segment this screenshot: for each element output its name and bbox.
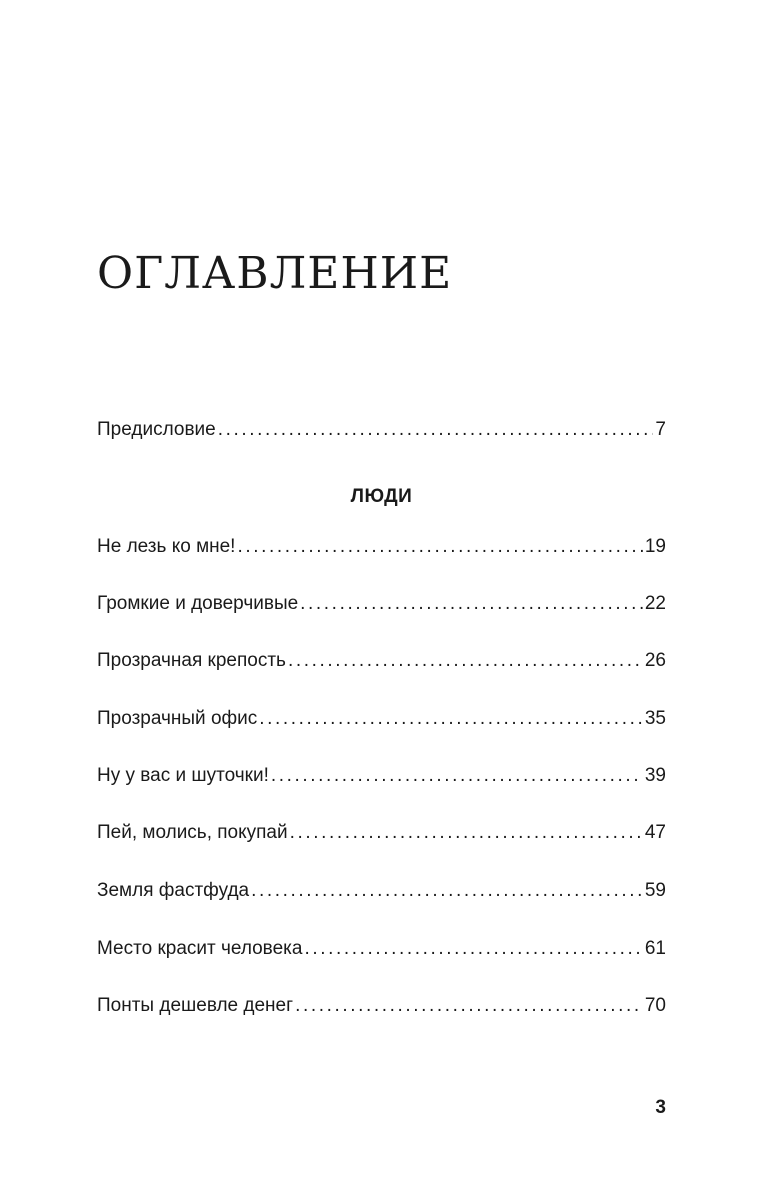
toc-leader-dots (271, 764, 643, 788)
toc-entry (97, 649, 666, 673)
toc-leader-dots (304, 937, 642, 961)
toc-entry-label: Не лезь ко мне! (97, 536, 236, 557)
toc-entry-label: Ну у вас и шуточки! (97, 765, 269, 786)
toc-leader-dots (251, 879, 643, 903)
toc-entry-page: 47 (644, 822, 666, 843)
toc-leader-dots (237, 535, 642, 559)
toc-entry-label: Прозрачная крепость (97, 650, 286, 671)
section-heading: ЛЮДИ (350, 486, 413, 507)
toc-entry-label: Пей, молись, покупай (97, 822, 288, 843)
toc-entry (97, 821, 666, 845)
toc-entry (97, 994, 666, 1018)
toc-entry-page: 39 (644, 765, 666, 786)
toc-entry (97, 592, 666, 616)
toc-entry-preface (97, 418, 666, 442)
page-number: 3 (655, 1097, 666, 1118)
toc-entry-page: 22 (644, 593, 666, 614)
toc-entry-label: Громкие и доверчивые (97, 593, 299, 614)
toc-entry-label: Предисловие (97, 419, 216, 440)
toc-leader-dots (295, 994, 643, 1018)
toc-entry-page: 35 (644, 708, 666, 729)
toc-entry-page: 7 (655, 419, 666, 440)
toc-entry (97, 879, 666, 903)
toc-entry (97, 937, 666, 961)
toc-entry-label: Понты дешевле денег (97, 995, 294, 1016)
toc-entry (97, 707, 666, 731)
toc-leader-dots (290, 821, 643, 845)
contents-title: ОГЛАВЛЕНИЕ (97, 248, 453, 299)
toc-entry-page: 59 (644, 880, 666, 901)
toc-leader-dots (300, 592, 643, 616)
toc-entry-label: Место красит человека (97, 938, 303, 959)
toc-leader-dots (218, 418, 654, 442)
toc-leader-dots (259, 707, 643, 731)
toc-entry-label: Прозрачный офис (97, 708, 258, 729)
toc-entry-label: Земля фастфуда (97, 880, 250, 901)
toc-entry-page: 70 (644, 995, 666, 1016)
toc-entry-page: 26 (644, 650, 666, 671)
toc-leader-dots (288, 649, 643, 673)
toc-entry (97, 764, 666, 788)
toc-entry (97, 535, 666, 559)
toc-entry-page: 19 (644, 536, 666, 557)
toc-entry-page: 61 (644, 938, 666, 959)
